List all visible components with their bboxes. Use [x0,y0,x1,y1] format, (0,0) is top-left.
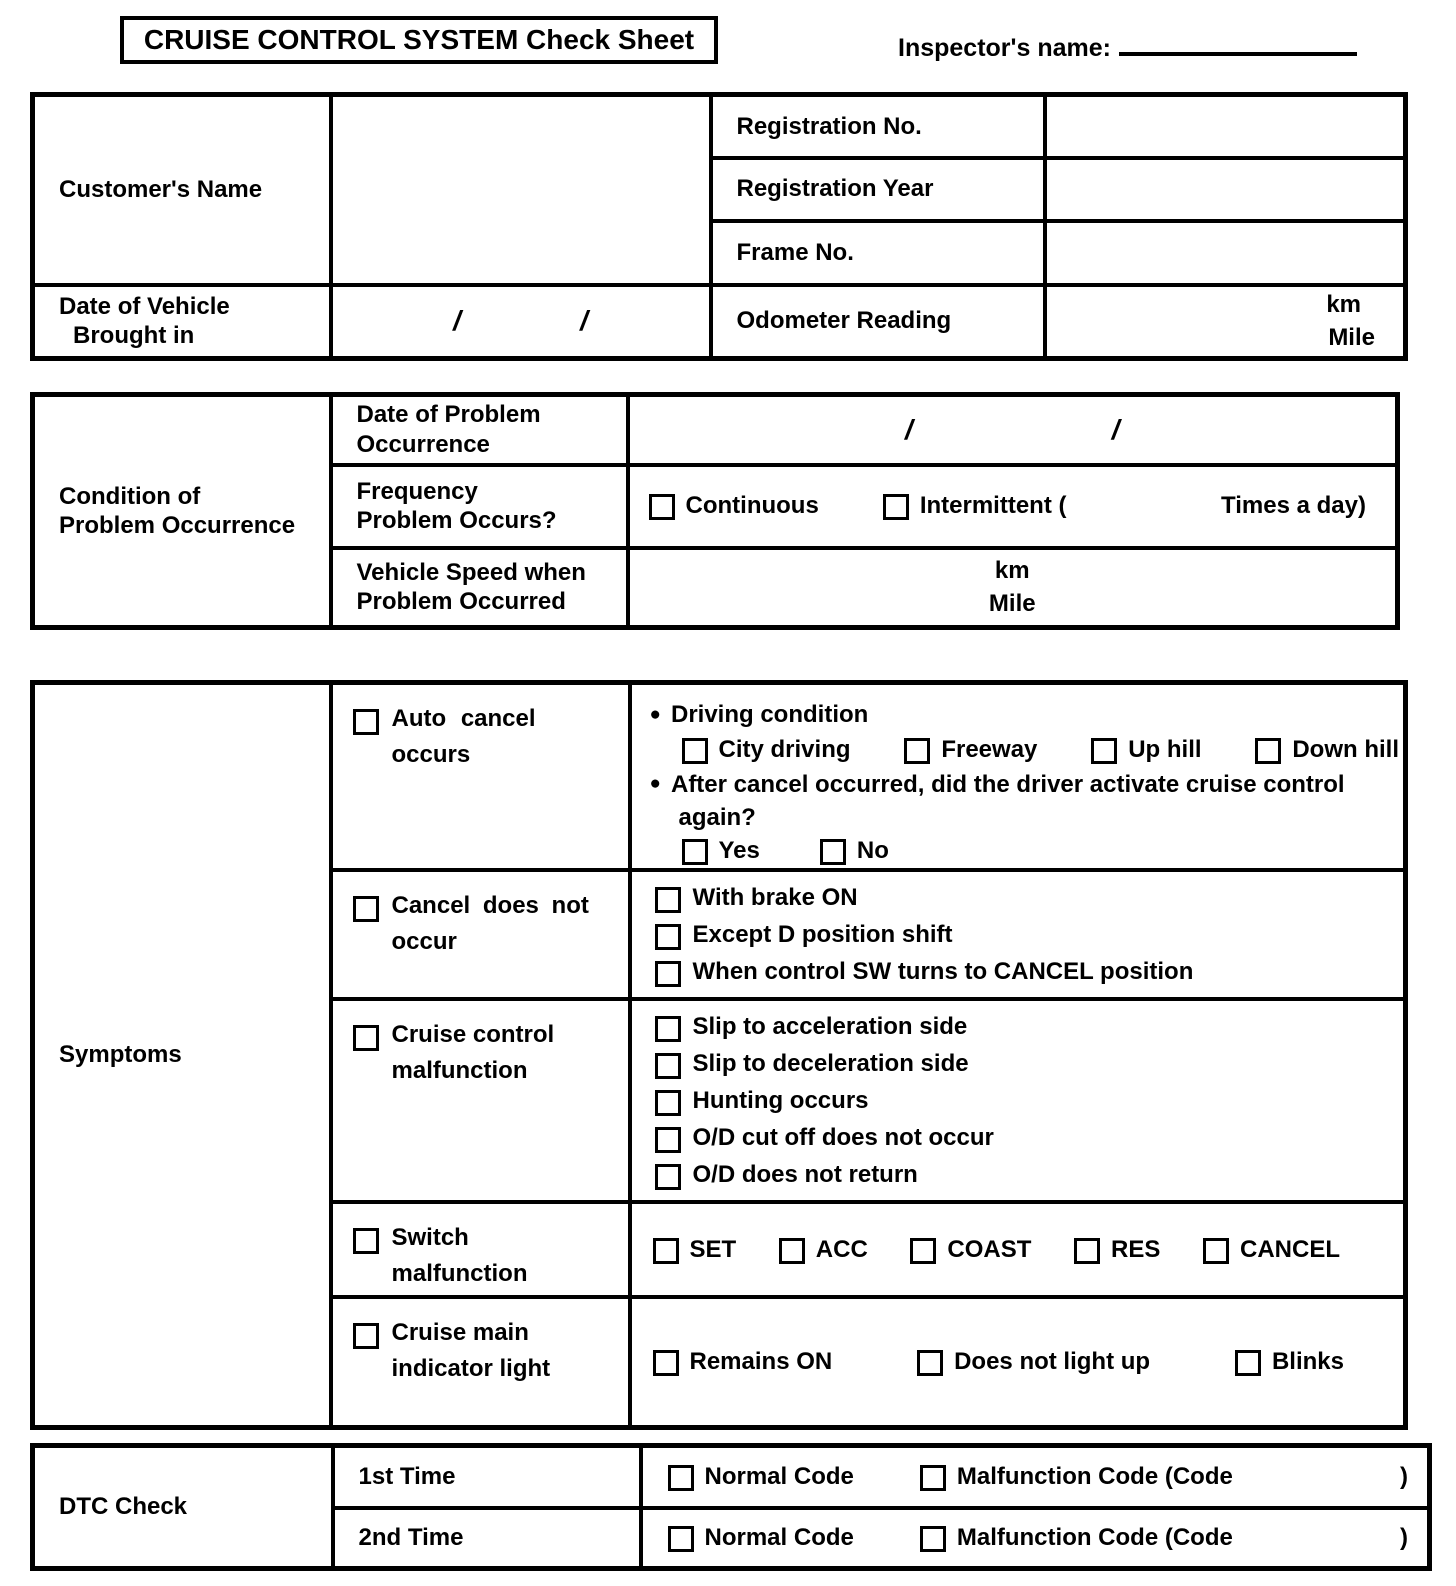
frequency-options-cell [628,465,1398,548]
dtc-2nd-time-options-cell [641,1508,1430,1569]
opt-intermittent [883,492,1067,520]
opt-label: Continuous [685,492,819,519]
symptom-label: Switch malfunction [391,1224,528,1287]
checkbox-icon[interactable] [910,1238,936,1264]
checkbox-icon[interactable] [1203,1238,1229,1264]
speed-label-line2: Problem Occurred [356,588,566,616]
frequency-label-line2: Problem Occurs? [356,507,557,534]
opt-label: Malfunction Code (Code [956,1462,1233,1490]
switch-malfunction-options-cell [630,1202,1406,1297]
problem-date-field[interactable] [628,395,1398,465]
registration-year-field[interactable] [1045,158,1406,221]
checkbox-icon[interactable] [353,1228,379,1254]
checkbox-icon[interactable] [655,1016,681,1042]
speed-label [331,548,628,628]
checkbox-icon[interactable] [668,1526,694,1552]
opt-label: O/D does not return [692,1161,918,1188]
checkbox-icon[interactable] [883,494,909,520]
symptom-cancel-not-occur [331,870,630,999]
dtc-check-table [30,1443,1432,1571]
condition-section-line1: Condition of [59,482,201,510]
frequency-label-line1: Frequency [356,477,478,505]
opt-malfunction-code [920,1524,1233,1552]
vehicle-info-table [30,92,1408,361]
checkbox-icon[interactable] [655,887,681,913]
symptoms-section-label: Symptoms [33,683,331,1428]
close-paren: ) [1400,1462,1408,1490]
date-slash: / [1111,413,1120,445]
odometer-field[interactable] [1045,285,1406,359]
registration-no-field[interactable] [1045,95,1406,158]
frame-no-label: Frame No. [711,221,1045,285]
checkbox-icon[interactable] [904,738,930,764]
opt-label: ACC [815,1235,868,1263]
opt-yes [682,834,760,868]
registration-no-label: Registration No. [711,95,1045,158]
symptom-label: Auto cancel occurs [391,705,536,768]
date-slash: / [904,413,913,445]
opt-cancel [1203,1236,1340,1264]
opt-label: Blinks [1271,1347,1344,1375]
speed-field[interactable] [628,548,1398,628]
bullet-text-line2: again? [678,804,756,831]
dtc-2nd-time-label: 2nd Time [333,1508,641,1569]
checkbox-icon[interactable] [655,1164,681,1190]
checkbox-icon[interactable] [682,738,708,764]
symptom-label: Cruise main indicator light [391,1319,551,1382]
checkbox-icon[interactable] [655,961,681,987]
title-box [120,16,718,64]
opt-label: Normal Code [704,1523,854,1551]
opt-normal-code [668,1463,854,1491]
symptom-label: Cancel does not occur [391,892,589,955]
checkbox-icon[interactable] [779,1238,805,1264]
bullet-icon: ● [649,703,661,725]
symptoms-table [30,680,1408,1430]
problem-date-label [331,395,628,465]
opt-acc [779,1236,868,1264]
opt-label: Yes [718,837,760,864]
opt-label: Except D position shift [692,921,953,948]
opt-freeway [904,732,1037,767]
opt-label: Normal Code [704,1462,854,1490]
symptom-label: Cruise control malfunction [391,1021,555,1084]
frequency-label [331,465,628,548]
close-paren: ) [1400,1523,1408,1551]
checkbox-icon[interactable] [920,1526,946,1552]
main-indicator-options-cell [630,1297,1406,1427]
opt-remains-on [653,1348,833,1376]
problem-date-label-line2: Occurrence [356,430,490,458]
checkbox-icon[interactable] [820,839,846,865]
checkbox-icon[interactable] [655,1127,681,1153]
checkbox-icon[interactable] [1255,738,1281,764]
checkbox-icon[interactable] [655,1090,681,1116]
opt-label: COAST [947,1235,1032,1263]
checkbox-icon[interactable] [1091,738,1117,764]
opt-no [820,834,889,868]
opt-res [1074,1236,1160,1264]
symptom-switch-malfunction [331,1202,630,1297]
inspector-name-row [898,26,1357,63]
cruise-malfunction-options-cell [630,999,1406,1202]
checkbox-icon[interactable] [653,1238,679,1264]
date-brought-label [33,285,331,359]
opt-blinks [1235,1348,1344,1376]
checkbox-icon[interactable] [668,1465,694,1491]
condition-table [30,392,1400,630]
auto-cancel-detail-cell [630,683,1406,871]
problem-date-label-line1: Date of Problem [356,401,541,429]
checkbox-icon[interactable] [649,494,675,520]
date-brought-field[interactable] [331,285,711,359]
times-a-day-suffix: Times a day) [1221,492,1366,519]
opt-label: Slip to acceleration side [692,1013,968,1040]
opt-label: Up hill [1128,736,1202,763]
opt-normal-code [668,1524,854,1552]
mile-unit-label: Mile [988,590,1036,618]
condition-section-line2: Problem Occurrence [59,512,296,539]
cancel-not-occur-options-cell [630,870,1406,999]
opt-label: Freeway [941,736,1038,763]
dtc-section-label: DTC Check [33,1446,333,1569]
dtc-1st-time-label: 1st Time [333,1446,641,1508]
symptom-main-indicator [331,1297,630,1427]
opt-up-hill [1091,732,1201,767]
opt-label: RES [1111,1235,1161,1263]
opt-set [653,1236,737,1264]
opt-label: Malfunction Code (Code [956,1523,1233,1551]
opt-continuous [649,492,819,520]
dtc-1st-time-options-cell [641,1446,1430,1508]
date-brought-label-line1: Date of Vehicle [59,292,230,320]
mile-unit-label: Mile [1328,324,1375,352]
km-unit-label: km [994,556,1030,584]
opt-label: No [856,837,889,864]
opt-label: O/D cut off does not occur [692,1124,994,1151]
opt-label: Down hill [1292,736,1399,763]
opt-label: When control SW turns to CANCEL position [692,958,1194,985]
date-slash: / [453,305,461,337]
condition-section-label [33,395,331,628]
opt-label: City driving [718,736,851,763]
customer-name-label: Customer's Name [33,95,331,285]
opt-label: With brake ON [692,884,858,911]
checkbox-icon[interactable] [1235,1350,1261,1376]
bullet-text: Driving condition [670,701,869,728]
opt-does-not-light [917,1348,1150,1376]
bullet-icon: ● [649,773,661,794]
opt-label: CANCEL [1239,1235,1340,1263]
opt-label: Intermittent ( [919,492,1067,519]
symptom-auto-cancel [331,683,630,871]
checkbox-icon[interactable] [353,709,379,735]
opt-down-hill [1255,732,1399,767]
date-brought-label-line2: Brought in [73,322,195,350]
km-unit-label: km [1326,290,1361,318]
checkbox-icon[interactable] [655,1053,681,1079]
opt-label: Slip to deceleration side [692,1050,969,1077]
inspector-name-label: Inspector's name: [898,34,1111,62]
odometer-label: Odometer Reading [711,285,1045,359]
checkbox-icon[interactable] [1074,1238,1100,1264]
inspector-name-field[interactable] [1119,26,1357,56]
checkbox-icon[interactable] [655,924,681,950]
opt-label: Does not light up [954,1347,1151,1375]
checkbox-icon[interactable] [682,839,708,865]
bullet-text: After cancel occurred, did the driver activate cruise control [670,770,1345,798]
date-slash: / [580,305,588,337]
registration-year-label: Registration Year [711,158,1045,221]
checkbox-icon[interactable] [920,1465,946,1491]
opt-malfunction-code [920,1463,1233,1491]
speed-label-line1: Vehicle Speed when [356,558,586,586]
customer-name-field[interactable] [331,95,711,285]
opt-label: SET [689,1235,737,1263]
frame-no-field[interactable] [1045,221,1406,285]
page-title: CRUISE CONTROL SYSTEM Check Sheet [143,24,695,55]
checkbox-icon[interactable] [353,1323,379,1349]
checkbox-icon[interactable] [653,1350,679,1376]
symptom-cruise-malfunction [331,999,630,1202]
checkbox-icon[interactable] [353,1025,379,1051]
checkbox-icon[interactable] [353,896,379,922]
checkbox-icon[interactable] [917,1350,943,1376]
opt-city-driving [682,732,851,767]
opt-label: Remains ON [689,1347,833,1375]
opt-label: Hunting occurs [692,1087,869,1114]
opt-coast [910,1236,1031,1264]
